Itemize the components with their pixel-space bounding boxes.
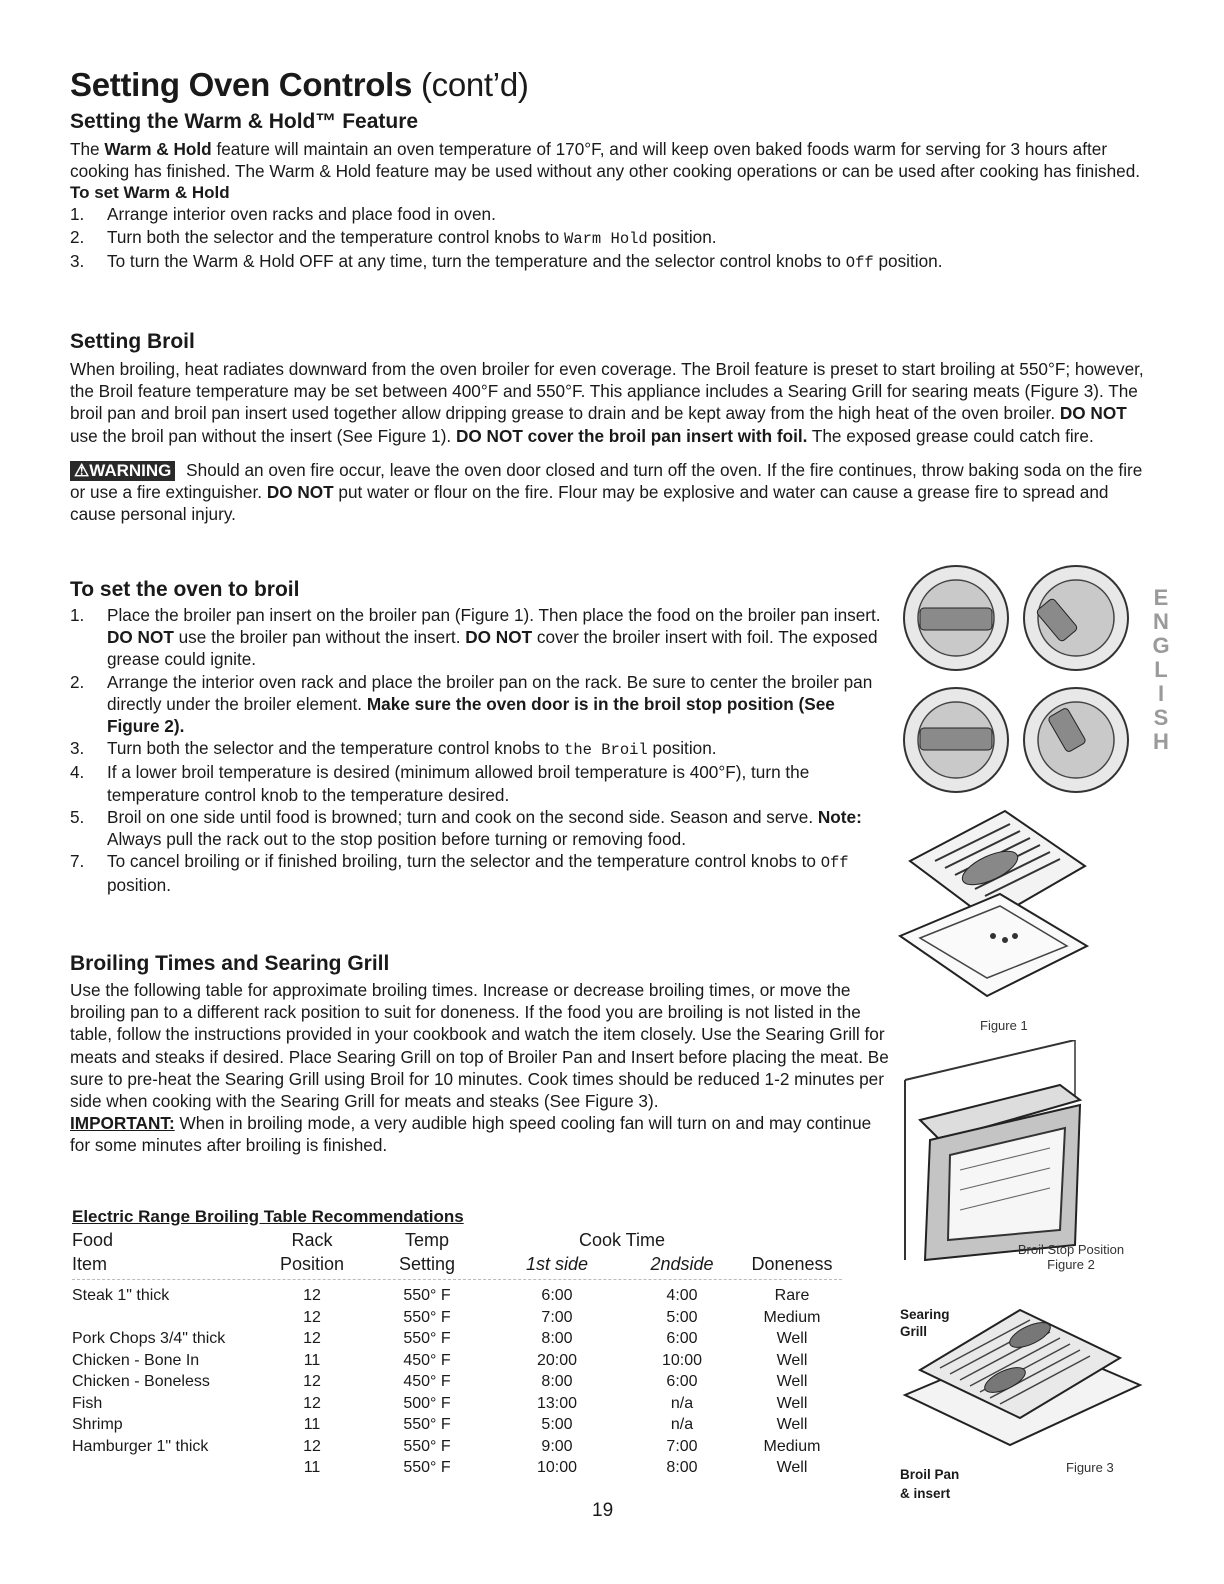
table-cell-second: 10:00 [661, 1351, 703, 1369]
tab-letter: H [1153, 729, 1169, 754]
tab-letter: L [1154, 657, 1168, 682]
table-cell-rack: 12 [303, 1330, 321, 1347]
table-cell-temp: 450° F [403, 1351, 451, 1369]
page-number: 19 [592, 1500, 614, 1521]
control-knobs-illustration [896, 560, 1136, 800]
table-cell-first: 13:00 [536, 1394, 578, 1412]
table-cell-first: 7:00 [541, 1308, 573, 1326]
step-text: cover the broiler insert with foil. The exposed grease could ignite. [107, 627, 878, 670]
list-item [70, 203, 1150, 225]
knob-position-label: Off [820, 854, 849, 873]
step-bold: DO NOT [107, 627, 174, 648]
broil-text: When broiling, heat radiates downward from the oven broiler for even coverage. The Broil feature is preset to start broiling at 550°F; however, the Broil feature temperature may be set between 400°F and 550°F. This appliance includes a Searing Grill for searing meats (Figure 3). The broil pan and broil pan insert used together allow dripping grease to drain and be kept away from the high heat of the oven broiler. [70, 359, 1144, 424]
table-cell-second: 4:00 [666, 1287, 698, 1304]
warning-bold: DO NOT [266, 482, 334, 503]
table-cell-temp: 550° F [403, 1287, 451, 1304]
knob-icon [1024, 688, 1128, 792]
table-cell-done: Well [776, 1416, 808, 1433]
table-cell-temp: 550° F [403, 1330, 451, 1347]
tab-letter: N [1153, 609, 1169, 634]
list-item [70, 737, 890, 761]
header-position: Position [279, 1254, 345, 1274]
set-broil-section [70, 578, 890, 897]
table-cell-first: 8:00 [541, 1373, 573, 1390]
figure-3-caption: Figure 3 [1066, 1460, 1114, 1475]
table-cell-second: n/a [670, 1416, 694, 1433]
table-cell-second: 7:00 [666, 1437, 698, 1455]
table-row [72, 1309, 842, 1331]
table-row [72, 1395, 842, 1417]
header-first-side: 1st side [525, 1254, 589, 1274]
step-number: 1. [70, 204, 85, 225]
table-header [72, 1230, 842, 1292]
broiling-times-section [70, 952, 890, 1157]
table-cell-rack: 12 [303, 1373, 321, 1390]
step-text: Broil on one side until food is browned; turn and cook on the second side. Season and serve. [107, 806, 818, 827]
list-item [70, 250, 1150, 274]
table-cell-rack: 12 [303, 1394, 321, 1412]
title-suffix: (cont’d) [420, 66, 529, 103]
searing-label-line: Grill [900, 1324, 928, 1339]
table-cell-done: Well [776, 1373, 808, 1390]
broil-pan-label-line: Broil Pan [900, 1467, 960, 1482]
header-rack: Rack [291, 1230, 333, 1250]
tab-letter: S [1153, 705, 1169, 730]
step-text: Arrange the interior oven rack and place the broiler pan on the rack. Be sure to center the broiler pan directly under the broiler element. [107, 671, 873, 714]
knob-position-label: the Broil [564, 741, 648, 760]
list-item [70, 604, 890, 671]
important-label: IMPORTANT: [70, 1113, 175, 1134]
page-title [70, 66, 529, 104]
header-doneness: Doneness [751, 1254, 833, 1274]
searing-label-line: Searing [900, 1307, 950, 1322]
setting-broil-heading: Setting Broil [70, 330, 195, 353]
header-item: Item [72, 1254, 108, 1274]
table-cell-temp: 550° F [403, 1308, 451, 1326]
table-cell-rack: 11 [303, 1416, 321, 1433]
table-cell-rack: 11 [303, 1459, 321, 1476]
table-cell-first: 10:00 [536, 1459, 578, 1476]
table-cell-rack: 12 [303, 1437, 321, 1455]
step-number: 1. [70, 605, 85, 625]
title-main: Setting Oven Controls [70, 66, 413, 103]
table-cell-food: Chicken - Bone In [72, 1351, 200, 1369]
table-row [72, 1330, 842, 1352]
intro-text-pre: The [70, 139, 105, 159]
table-cell-done: Well [776, 1394, 808, 1412]
step-number: 4. [70, 762, 85, 783]
table-cell-food: Steak 1" thick [72, 1287, 170, 1304]
table-cell-first: 9:00 [541, 1437, 573, 1455]
tab-letter: E [1153, 585, 1169, 610]
figure-2-number: Figure 2 [1047, 1257, 1095, 1272]
table-cell-second: 8:00 [666, 1459, 698, 1476]
warm-hold-subheading: To set Warm & Hold [70, 183, 230, 203]
tab-letter: G [1152, 633, 1170, 658]
warm-hold-heading: Setting the Warm & Hold™ Feature [70, 110, 419, 133]
table-row [72, 1352, 842, 1374]
oven-door-illustration [900, 1040, 1085, 1265]
list-item [70, 806, 890, 850]
table-cell-done: Well [776, 1351, 808, 1369]
table-cell-temp: 500° F [403, 1394, 451, 1412]
step-text: Place the broiler pan insert on the broiler pan (Figure 1). Then place the food on the broiler pan insert. [107, 605, 881, 625]
step-text: Turn both the selector and the temperature control knobs to [107, 738, 565, 759]
table-cell-rack: 12 [303, 1287, 321, 1304]
language-tab [1146, 586, 1176, 754]
table-row [72, 1373, 842, 1395]
header-setting: Setting [398, 1254, 456, 1274]
step-text: position. [107, 875, 172, 896]
list-item [70, 850, 890, 896]
intro-text-post: feature will maintain an oven temperature of 170°F, and will keep oven baked foods warm for serving for 3 hours after cooking has finished. The Warm & Hold feature may be used without any other cooking operations or can be used after cooking has finished. [70, 139, 1141, 182]
broil-text: use the broil pan without the insert (See Figure 1). [70, 425, 456, 446]
step-number: 2. [70, 671, 85, 692]
step-text: use the broiler pan without the insert. [173, 627, 466, 648]
step-number: 3. [70, 738, 85, 759]
step-text: To turn the Warm & Hold OFF at any time, turn the temperature and the selector control knobs to [107, 250, 846, 271]
table-cell-temp: 550° F [403, 1416, 451, 1433]
broil-bold: DO NOT [1059, 403, 1127, 424]
step-number: 2. [70, 226, 85, 247]
set-broil-steps [70, 604, 890, 897]
tab-letter: I [1157, 681, 1165, 706]
step-text: To cancel broiling or if finished broiling, turn the selector and the temperature control knobs to [107, 851, 821, 872]
table-cell-second: n/a [670, 1394, 694, 1412]
step-text: Arrange interior oven racks and place food in oven. [107, 204, 496, 225]
step-number: 3. [70, 250, 85, 271]
step-bold: Note: [817, 806, 862, 827]
step-bold: Make sure the oven door is in the broil stop position (See Figure 2). [107, 693, 835, 737]
table-cell-second: 6:00 [666, 1330, 698, 1347]
table-row [72, 1287, 842, 1309]
figure-2-label: Broil Stop Position [1017, 1242, 1125, 1257]
step-text: position. [647, 226, 717, 247]
warning-label: ⚠WARNING [70, 461, 175, 481]
table-cell-temp: 550° F [403, 1459, 451, 1476]
table-cell-food: Pork Chops 3/4" thick [72, 1330, 226, 1347]
table-cell-second: 6:00 [666, 1373, 698, 1390]
header-second-side: 2ndside [650, 1254, 714, 1274]
warning-text: put water or flour on the fire. Flour may be explosive and water can cause a grease fire to spread and cause personal injury. [70, 482, 1109, 525]
list-item [70, 761, 890, 805]
set-broil-heading: To set the oven to broil [70, 578, 300, 601]
searing-grill-label [900, 1306, 950, 1340]
table-cell-done: Rare [774, 1287, 810, 1304]
setting-broil-section [70, 330, 1150, 525]
table-cell-done: Well [776, 1330, 808, 1347]
table-title: Electric Range Broiling Table Recommendations [72, 1207, 464, 1226]
figure-1-caption: Figure 1 [980, 1018, 1028, 1033]
header-temp: Temp [404, 1230, 449, 1250]
list-item [70, 671, 890, 738]
table-cell-done: Medium [763, 1308, 821, 1326]
warm-hold-steps [70, 203, 1150, 274]
table-row [72, 1459, 842, 1481]
broil-pan-illustration [895, 806, 1090, 1016]
warning-paragraph [70, 459, 1150, 526]
broil-pan-label-line: & insert [900, 1486, 951, 1501]
table-cell-done: Medium [763, 1437, 821, 1455]
table-body [72, 1287, 842, 1487]
warm-hold-intro [70, 138, 1150, 182]
figure-2-caption [1006, 1242, 1136, 1272]
step-text: Turn both the selector and the temperature control knobs to [107, 226, 565, 247]
warm-hold-section [70, 110, 1150, 274]
knob-position-label: Off [845, 253, 874, 272]
table-cell-rack: 11 [303, 1351, 321, 1369]
table-cell-first: 5:00 [541, 1416, 573, 1433]
broil-pan-label [900, 1465, 959, 1503]
step-text: If a lower broil temperature is desired (minimum allowed broil temperature is 400°F), turn the temperature control knob to the temperature desired. [107, 762, 810, 805]
table-divider [72, 1279, 842, 1280]
step-number: 7. [70, 851, 85, 872]
list-item [70, 226, 1150, 250]
knob-icon [1024, 566, 1128, 670]
important-text: When in broiling mode, a very audible high speed cooling fan will turn on and may continue for some minutes after broiling is finished. [70, 1113, 872, 1156]
table-cell-food: Hamburger 1" thick [72, 1437, 209, 1455]
table-row [72, 1416, 842, 1438]
important-paragraph [70, 1112, 890, 1156]
table-cell-done: Well [776, 1459, 808, 1476]
table-cell-first: 20:00 [536, 1351, 578, 1369]
table-cell-first: 6:00 [541, 1287, 573, 1304]
knob-position-label: Warm Hold [564, 229, 648, 248]
table-cell-temp: 450° F [403, 1373, 451, 1390]
table-row [72, 1438, 842, 1460]
table-cell-temp: 550° F [403, 1437, 451, 1455]
header-food: Food [72, 1230, 114, 1250]
broil-bold: DO NOT cover the broil pan insert with foil. [455, 425, 808, 446]
knob-icon [904, 566, 1008, 670]
table-cell-food: Fish [72, 1394, 103, 1412]
table-cell-food: Shrimp [72, 1416, 123, 1433]
table-cell-second: 5:00 [666, 1308, 698, 1326]
table-cell-food: Chicken - Boneless [72, 1373, 210, 1390]
broil-text: The exposed grease could catch fire. [807, 425, 1094, 446]
step-text: position. [647, 738, 717, 759]
step-number: 5. [70, 806, 85, 827]
warning-text: Should an oven fire occur, leave the oven door closed and turn off the oven. If the fire continues, throw baking soda on the fire or use a fire extinguisher. [70, 459, 1143, 503]
setting-broil-paragraph [70, 358, 1150, 447]
header-cook-time: Cook Time [578, 1230, 666, 1250]
table-cell-rack: 12 [303, 1308, 321, 1326]
broiling-times-heading: Broiling Times and Searing Grill [70, 952, 390, 975]
intro-bold: Warm & Hold [104, 139, 212, 159]
step-text: Always pull the rack out to the stop position before turning or removing food. [107, 829, 686, 850]
knob-icon [904, 688, 1008, 792]
step-text: position. [873, 250, 943, 271]
broiling-times-paragraph: Use the following table for approximate broiling times. Increase or decrease broiling times, or move the broiling pan to a different rack position to suit for doneness. If the food you are broiling is not listed in the table, follow the instructions provided in your cookbook and watch the item closely. Use the Searing Grill for meats and steaks if desired. Place Searing Grill on top of Broiler Pan and Insert before placing the meat. Be sure to pre-heat the Searing Grill using Broil for 10 minutes. Cook times should be reduced 1-2 minutes per side when cooking with the Searing Grill for meats and steaks (See Figure 3). [70, 980, 889, 1112]
step-bold: DO NOT [465, 627, 533, 648]
table-cell-first: 8:00 [541, 1330, 573, 1347]
